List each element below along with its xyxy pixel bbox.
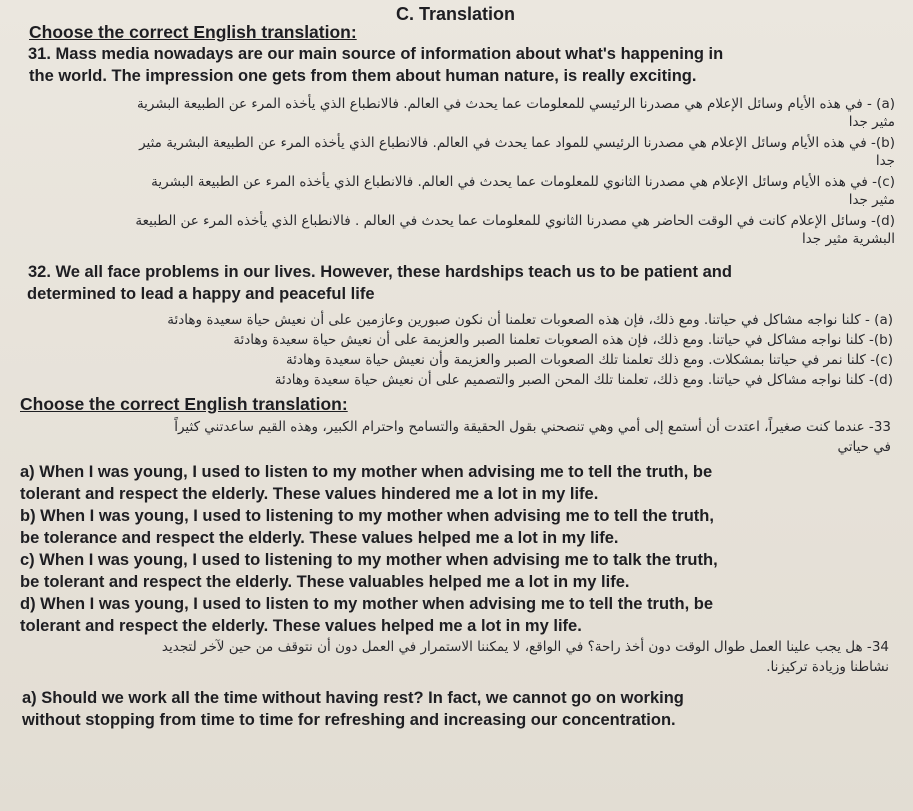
instruction-heading: Choose the correct English translation: [29, 22, 357, 42]
q33-option-b-line-2: be tolerance and respect the elderly. These values helped me a lot in my life. [20, 529, 619, 547]
q32-stem-line-2: determined to lead a happy and peaceful life [27, 285, 375, 303]
section-title: C. Translation [396, 4, 516, 24]
q33-stem-line-1: 33- عندما كنت صغيراً، اعتدت أن أستمع إلى أمي وهي تنصحني بقول الحقيقة والتسامح واحترام الكبير، وهذه القيم ساعدتني كثيراً [174, 419, 891, 435]
q33-option-a-line-1: a) When I was young, I used to listen to my mother when advising me to tell the truth, be [20, 463, 713, 481]
q33-stem-line-2: في حياتي [837, 439, 891, 455]
q31-option-d-line-2: البشرية مثير جدا [801, 231, 895, 247]
q32-option-c: (c)- كلنا نمر في حياتنا بمشكلات. ومع ذلك تعلمنا تلك الصعوبات الصبر والعزيمة وأن نعيش حياة سعيدة وهادئة [285, 352, 893, 368]
q34-stem-line-1: 34- هل يجب علينا العمل طوال الوقت دون أخذ راحة؟ في الواقع، لا يمكننا الاستمرار في العمل دون أن نتوقف من حين لآخر لتجديد [161, 639, 889, 655]
q32-option-b: (b)- كلنا نواجه مشاكل في حياتنا. ومع ذلك، فإن هذه الصعوبات تعلمنا الصبر والعزيمة على أن نعيش حياة سعيدة وهادئة [233, 332, 893, 348]
instruction-heading-2: Choose the correct English translation: [20, 394, 348, 414]
q33-option-d-line-1: d) When I was young, I used to listen to my mother when advising me to tell the truth, be [20, 595, 714, 613]
q33-option-c-line-1: c) When I was young, I used to listening to my mother when advising me to talk the truth, [20, 551, 718, 569]
q31-option-b-line-2: جدا [875, 153, 895, 169]
q31-stem-line-1: 31. Mass media nowadays are our main source of information about what's happening in [28, 45, 724, 63]
q34-stem-line-2: نشاطنا وزيادة تركيزنا. [766, 659, 889, 675]
q33-option-b-line-1: b) When I was young, I used to listening to my mother when advising me to tell the truth, [20, 507, 714, 525]
q31-option-c-line-2: مثير جدا [848, 192, 895, 208]
q32-stem-line-1: 32. We all face problems in our lives. However, these hardships teach us to be patient and [28, 263, 732, 281]
q31-option-a-line-1: (a) - في هذه الأيام وسائل الإعلام هي مصدرنا الرئيسي للمعلومات عما يحدث في العالم. فالانطباع الذي يأخذه المرء عن الطبيعة البشرية [136, 96, 895, 112]
q34-option-a-line-2: without stopping from time to time for refreshing and increasing our concentration. [22, 711, 676, 729]
q32-option-a: (a) - كلنا نواجه مشاكل في حياتنا. ومع ذلك، فإن هذه الصعوبات تعلمنا أن نكون صبورين وعازمين على أن نعيش حياة سعيدة وهادئة [167, 312, 893, 328]
q31-stem-line-2: the world. The impression one gets from them about human nature, is really exciting. [29, 67, 697, 85]
q33-option-d-line-2: tolerant and respect the elderly. These values helped me a lot in my life. [20, 617, 582, 635]
q33-option-c-line-2: be tolerant and respect the elderly. These valuables helped me a lot in my life. [20, 573, 630, 591]
q33-option-a-line-2: tolerant and respect the elderly. These values hindered me a lot in my life. [20, 485, 599, 503]
q31-option-d-line-1: (d)- وسائل الإعلام كانت في الوقت الحاضر هي مصدرنا الثانوي للمعلومات عما يحدث في العالم . فالانطباع الذي يأخذه المرء عن الطبيعة [135, 213, 895, 229]
q31-option-a-line-2: مثير جدا [848, 114, 895, 130]
q31-option-b-line-1: (b)- في هذه الأيام وسائل الإعلام هي مصدرنا الرئيسي للمواد عما يحدث في العالم. فالانطباع الذي يأخذه المرء عن الطبيعة البشرية مثير [139, 135, 895, 151]
q31-option-c-line-1: (c)- في هذه الأيام وسائل الإعلام هي مصدرنا الثانوي للمعلومات عما يحدث في العالم. فالانطباع الذي يأخذه المرء عن الطبيعة البشرية [151, 174, 895, 190]
q32-option-d: (d)- كلنا نواجه مشاكل في حياتنا. ومع ذلك، تعلمنا تلك المحن الصبر والتصميم على أن نعيش حياة سعيدة وهادئة [274, 372, 893, 388]
q34-option-a-line-1: a) Should we work all the time without having rest? In fact, we cannot go on working [22, 689, 684, 707]
